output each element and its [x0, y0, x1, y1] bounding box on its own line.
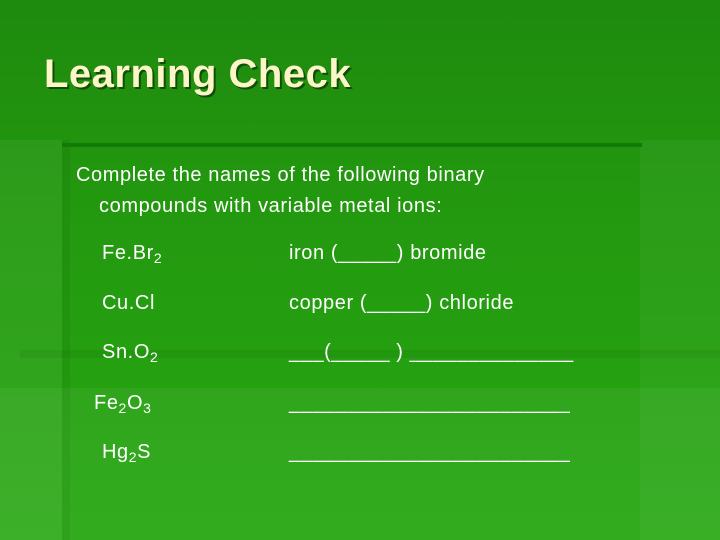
- formula-subscript: 2: [149, 349, 159, 365]
- instructions-line-2: compounds with variable metal ions:: [99, 195, 443, 217]
- decorative-band-left: [0, 140, 62, 540]
- instructions: [76, 160, 636, 222]
- formula-subscript: 2: [128, 449, 138, 465]
- formula-part: Hg: [102, 441, 129, 463]
- formula-part: Fe.Br: [102, 242, 154, 264]
- formula-part: S: [137, 441, 152, 463]
- compound-row: [0, 392, 720, 422]
- formula-part: Fe: [94, 392, 119, 414]
- formula-subscript: 2: [153, 250, 163, 266]
- decorative-band-left-shadow: [62, 140, 70, 540]
- formula-cucl: Cu.Cl: [102, 292, 156, 314]
- formula-subscript: 2: [118, 400, 127, 416]
- compound-row: [0, 341, 720, 371]
- formula-fe2o3: [94, 392, 152, 415]
- formula-subscript: 3: [143, 400, 152, 416]
- instructions-line-1: Complete the names of the following binary: [76, 164, 485, 186]
- formula-part: Sn.O: [102, 341, 150, 363]
- slide-title: Learning Check: [44, 52, 352, 96]
- formula-sno2: [102, 341, 158, 364]
- compound-name-blank: ________________________: [289, 392, 571, 414]
- compound-row: [0, 242, 720, 272]
- compound-name-answer: copper (_____) chloride: [289, 292, 515, 314]
- title-divider-line: [62, 143, 642, 147]
- compound-name-answer: iron (_____) bromide: [289, 242, 487, 264]
- compound-name-blank: ___(_____ ) ______________: [289, 341, 574, 363]
- formula-hg2s: [102, 441, 151, 464]
- decorative-band-right: [640, 140, 720, 540]
- compound-row: [0, 292, 720, 322]
- formula-part: O: [126, 392, 144, 414]
- formula-febr2: [102, 242, 162, 265]
- compound-row: [0, 441, 720, 471]
- compound-name-blank: ________________________: [289, 441, 571, 463]
